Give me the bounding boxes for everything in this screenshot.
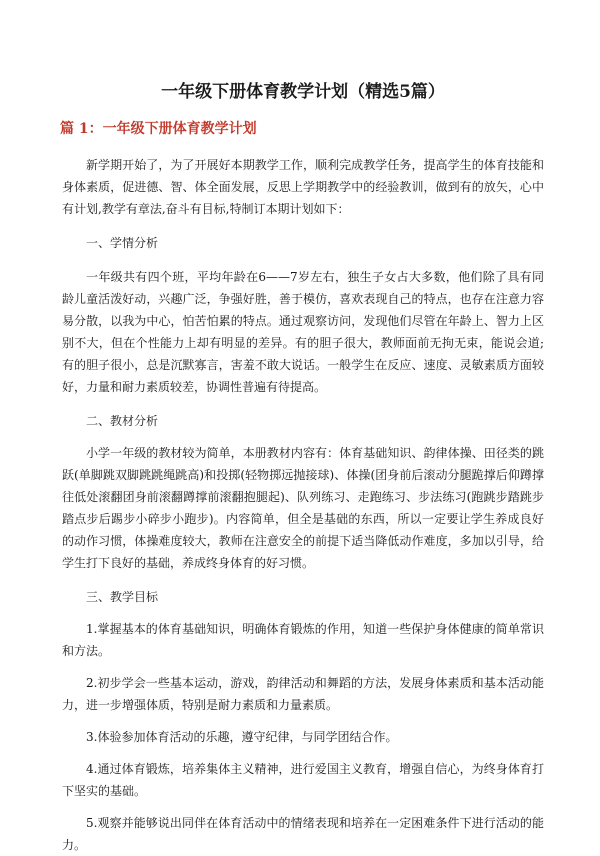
section-heading-material-analysis: 二、教材分析 bbox=[86, 414, 159, 428]
student-analysis-paragraph: 一年级共有四个班，平均年龄在6——7岁左右，独生子女占大多数，他们除了具有同龄儿童活泼好动，兴趣广泛，争强好胜，善于模仿，喜欢表现自己的特点，也存在注意力容易分散，以我为中心，怕苦怕累的特点。通过观察访问，发现他们尽管在年龄上、智力上区别不大，但在个性能力上却有明显的差异。有的胆子很大，教师面前无拘无束，能说会道;有的胆子很小，总是沉默寡言，害羞不敢大说话。一般学生在反应、速度、灵敏素质方面较好，力量和耐力素质较差，协调性普遍有待提高。 bbox=[62, 270, 544, 394]
material-analysis-paragraph: 小学一年级的教材较为简单，本册教材内容有：体育基础知识、韵律体操、田径类的跳跃(单脚跳双脚跳跳绳跳高)和投掷(轻物掷远抛接球)、体操(团身前后滚动分腿跪撑后仰蹲撑往低处滚翻团身前滚翻蹲撑前滚翻抱腿起)、队列练习、走跑练习、步法练习(跑跳步踏跳步踏点步后踢步小碎步小跑步)。内容简单，但全是基础的东西，所以一定要让学生养成良好的动作习惯，体操难度较大，教师在注意安全的前提下适当降低动作难度，多加以引导，给学生打下良好的基础，养成终身体育的好习惯。 bbox=[62, 446, 544, 570]
goal-item-5: 5.观察并能够说出同伴在体育活动中的情绪表现和培养在一定困难条件下进行活动的能力。 bbox=[62, 816, 544, 852]
section-heading-teaching-goals: 三、教学目标 bbox=[86, 590, 159, 604]
goal-item-4: 4.通过体育锻炼，培养集体主义精神，进行爱国主义教育，增强自信心，为终身体育打下坚实的基础。 bbox=[62, 762, 544, 798]
goal-item-3: 3.体验参加体育活动的乐趣，遵守纪律，与同学团结合作。 bbox=[86, 730, 398, 744]
intro-paragraph: 新学期开始了，为了开展好本期教学工作，顺利完成教学任务，提高学生的体育技能和身体素质，促进德、智、体全面发展，反思上学期教学中的经验教训，做到有的放矢，心中有计划,教学有章法,奋斗有目标,特制订本期计划如下： bbox=[62, 158, 544, 216]
goal-item-2: 2.初步学会一些基本运动，游戏，韵律活动和舞蹈的方法，发展身体素质和基本活动能力，进一步增强体质，特别是耐力素质和力量素质。 bbox=[62, 676, 544, 712]
document-title: 一年级下册体育教学计划（精选5篇） bbox=[161, 82, 445, 102]
chapter-title: 篇 1：一年级下册体育教学计划 bbox=[60, 121, 257, 137]
goal-item-1: 1.掌握基本的体育基础知识，明确体育锻炼的作用，知道一些保护身体健康的简单常识和方法。 bbox=[62, 622, 544, 658]
section-heading-student-analysis: 一、学情分析 bbox=[86, 236, 159, 250]
